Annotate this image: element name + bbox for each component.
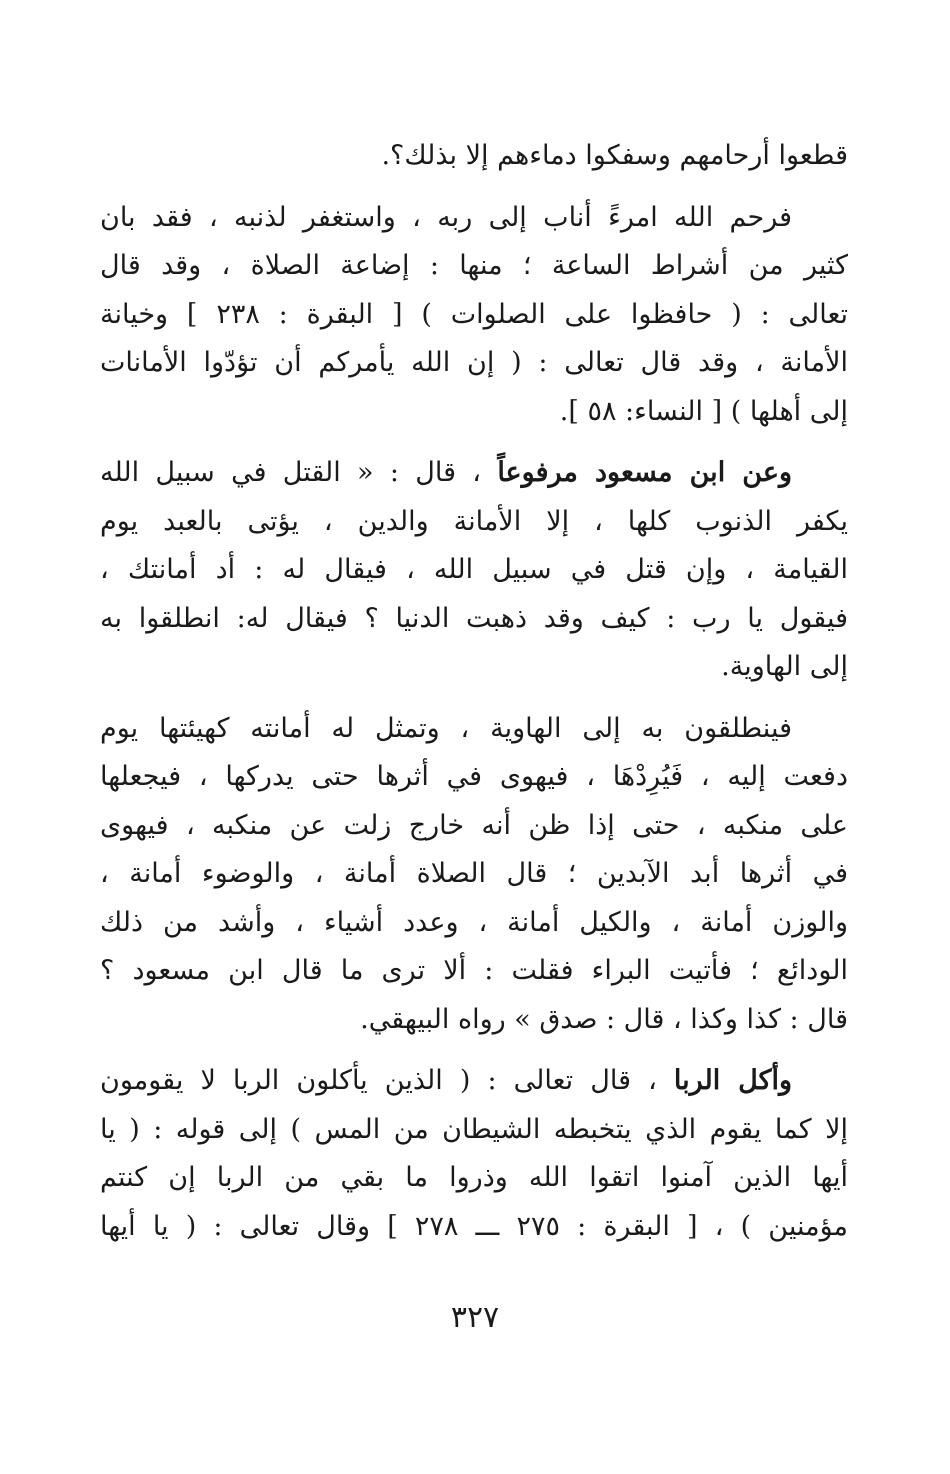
text-line: يكفر الذنوب كلها ، إلا الأمانة والدين ، يؤتى بالعبد يوم bbox=[100, 505, 848, 537]
text-line: مؤمنين ) ، [ البقرة : ٢٧٥ ـــ ٢٧٨ ] وقال تعالى : ( يا أيها bbox=[100, 1210, 848, 1242]
text-line: قطعوا أرحامهم وسفكوا دماءهم إلا بذلك؟. bbox=[381, 140, 848, 171]
text-run: ، قال تعالى : ( الذين يأكلون الربا لا يقومون bbox=[100, 1065, 657, 1096]
paragraph-gap bbox=[100, 436, 848, 449]
page-body bbox=[100, 132, 848, 1251]
text-line: دفعت إليه ، فَيُرِدْهَا ، فيهوى في أثرها حتى يدركها ، فيجعلها bbox=[100, 761, 848, 792]
paragraph-gap bbox=[100, 1044, 848, 1057]
text-line: إلى الهاوية. bbox=[721, 651, 848, 682]
text-line bbox=[100, 1057, 848, 1106]
text-line: أيها الذين آمنوا اتقوا الله وذروا ما بقي من الربا إن كنتم bbox=[100, 1162, 848, 1193]
text-line: كثير من أشراط الساعة ؛ منها : إضاعة الصلاة ، وقد قال bbox=[100, 250, 848, 281]
page-number: ٣٢٧ bbox=[450, 1300, 500, 1335]
text-line: إلى أهلها ) [ النساء: ٥٨ ]. bbox=[559, 395, 848, 427]
paragraph-gap bbox=[100, 692, 848, 705]
text-line: في أثرها أبد الآبدين ؛ قال الصلاة أمانة ، والوضوء أمانة ، bbox=[100, 858, 848, 889]
text-line: على منكبه ، حتى إذا ظن أنه خارج زلت عن منكبه ، فيهوى bbox=[100, 809, 848, 841]
text-line: قال : كذا وكذا ، قال : صدق » رواه البيهقي. bbox=[360, 1003, 848, 1035]
text-line: تعالى : ( حافظوا على الصلوات ) [ البقرة : ٢٣٨ ] وخيانة bbox=[100, 298, 848, 330]
text-line: فرحم الله امرءً أناب إلى ربه ، واستغفر لذنبه ، فقد بان bbox=[100, 201, 793, 233]
text-line: الأمانة ، وقد قال تعالى : ( إن الله يأمركم أن تؤدّوا الأمانات bbox=[100, 347, 848, 378]
text-run: ، قال : « القتل في سبيل الله bbox=[100, 457, 482, 488]
text-line bbox=[100, 449, 848, 498]
paragraph-gap bbox=[100, 181, 848, 194]
text-line: الودائع ؛ فأتيت البراء فقلت : ألا ترى ما قال ابن مسعود ؟ bbox=[100, 955, 848, 986]
text-line: فينطلقون به إلى الهاوية ، وتمثل له أمانته كهيئتها يوم bbox=[100, 712, 792, 744]
bold-lead-text: وعن ابن مسعود مرفوعاً bbox=[497, 457, 792, 488]
text-line: إلا كما يقوم الذي يتخبطه الشيطان من المس ) إلى قوله : ( يا bbox=[100, 1113, 848, 1145]
text-line: فيقول يا رب : كيف وقد ذهبت الدنيا ؟ فيقال له: انطلقوا به bbox=[100, 602, 848, 634]
text-line: القيامة ، وإن قتل في سبيل الله ، فيقال له : أد أمانتك ، bbox=[100, 554, 848, 585]
bold-lead-text: وأكل الربا bbox=[673, 1065, 792, 1096]
text-line: والوزن أمانة ، والكيل أمانة ، وعدد أشياء ، وأشد من ذلك bbox=[100, 906, 848, 938]
